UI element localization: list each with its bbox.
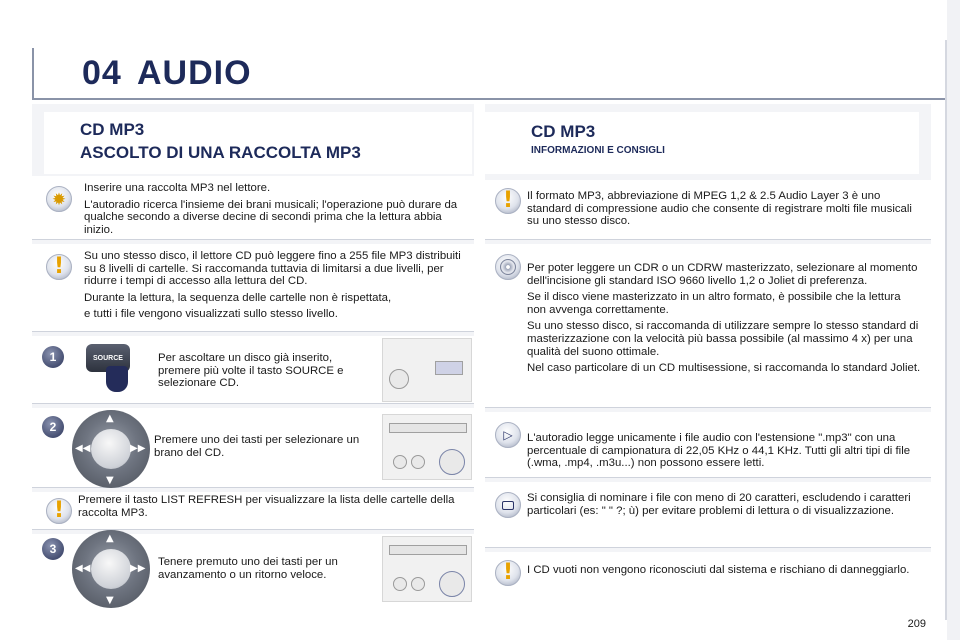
chapter-number: 04 — [82, 54, 122, 92]
left-panel-limits — [32, 244, 474, 332]
left-panel-step2 — [32, 408, 474, 488]
radio-knob — [389, 369, 409, 389]
direction-pad-icon: ▲ ▼ ◀◀ ▶▶ — [72, 410, 150, 488]
warning-icon: ! — [46, 498, 72, 524]
right-section-title: CD MP3 — [531, 122, 596, 141]
right-panel-blank-cd — [485, 552, 931, 608]
pointer-hand-icon — [106, 366, 128, 392]
radio-illustration — [382, 414, 472, 480]
left-section-title: CD MP3 — [80, 120, 145, 139]
sequence-text: Durante la lettura, la sequenza delle cartelle non è rispettata, — [84, 291, 392, 304]
step-number-1: 1 — [42, 346, 64, 368]
page-edge-strip — [947, 0, 960, 640]
chapter-title: AUDIO — [137, 54, 252, 92]
radio-button-row — [389, 423, 467, 433]
cd-disc-icon — [495, 254, 521, 280]
insert-text: Inserire una raccolta MP3 nel lettore. — [84, 182, 271, 194]
blank-cd-text: I CD vuoti non vengono riconosciuti dal sistema e rischiano di danneggiarlo. — [527, 564, 910, 576]
direction-pad-icon: ▲ ▼ ◀◀ ▶▶ — [72, 530, 150, 608]
right-section-subtitle: INFORMAZIONI E CONSIGLI — [531, 145, 665, 156]
play-icon: ▷ — [495, 422, 521, 448]
left-panel-note — [32, 492, 474, 530]
right-panel-format — [485, 180, 931, 240]
warning-icon: ! — [495, 560, 521, 586]
step1-text: Per ascoltare un disco già inserito, premere più volte il tasto SOURCE e selezionare CD. — [158, 352, 344, 390]
right-panel-naming — [485, 482, 931, 548]
naming-text: Si consiglia di nominare i file con meno di 20 caratteri, escludendo i caratteri particolari (es: " " ?; ù) per evitare problemi di lettura o di visualizzazione. — [527, 492, 911, 517]
sun-icon: ✹ — [46, 186, 72, 212]
radio-pad — [439, 571, 465, 597]
extension-text: L'autoradio legge unicamente i file audio con l'estensione ".mp3" con una percentuale di campionatura di 22,05 KHz o 44,1 KHz. Tutti gli altri tipi di file (.wma, .mp4, .m3u...) non possono essere letti. — [527, 432, 911, 470]
list-refresh-text: Premere il tasto LIST REFRESH per visualizzare la lista delle cartelle della raccolta MP3. — [78, 494, 455, 519]
header-border-left — [32, 48, 34, 100]
right-column — [485, 104, 931, 608]
same-level-text: e tutti i file vengono visualizzati sullo stesso livello. — [84, 308, 338, 321]
left-panel-step3 — [32, 534, 474, 608]
search-text: L'autoradio ricerca l'insieme dei brani musicali; l'operazione può durare da qualche secondo a diverse decine di secondi prima che la lettura abbia inizio. — [84, 198, 458, 236]
left-column — [32, 104, 474, 608]
radio-illustration — [382, 338, 472, 402]
header-border-bottom — [32, 98, 945, 100]
left-section-subtitle: ASCOLTO DI UNA RACCOLTA MP3 — [80, 143, 361, 162]
warning-icon: ! — [46, 254, 72, 280]
left-panel-insert — [32, 176, 474, 240]
step-number-3: 3 — [42, 538, 64, 560]
warning-icon: ! — [495, 188, 521, 214]
page-number: 209 — [907, 618, 926, 630]
standard-text: Su uno stesso disco, si raccomanda di utilizzare sempre lo stesso standard di masterizzazione con la velocità più bassa possibile (al massimo 4 x) per una qualità del suono ottimale. — [527, 320, 919, 358]
step-number-2: 2 — [42, 416, 64, 438]
left-panel-step1 — [32, 336, 474, 404]
radio-pad — [439, 449, 465, 475]
cdr-text: Per poter leggere un CDR o un CDRW masterizzato, selezionare al momento dell'incisione gli standard ISO 9660 livello 1,2 o Joliet di preferenza. — [527, 262, 918, 287]
source-button: SOURCE — [86, 344, 130, 372]
multisession-text: Nel caso particolare di un CD multisessione, si raccomanda lo standard Joliet. — [527, 362, 921, 375]
right-panel-burning — [485, 244, 931, 408]
mp3-format-text: Il formato MP3, abbreviazione di MPEG 1,2 & 2.5 Audio Layer 3 è uno standard di compressione audio che consente di registrare molti file musicali su uno stesso disco. — [527, 190, 912, 228]
other-format-text: Se il disco viene masterizzato in un altro formato, è possibile che la lettura non avvenga correttamente. — [527, 291, 901, 316]
radio-source-key — [435, 361, 463, 375]
step2-text: Premere uno dei tasti per selezionare un brano del CD. — [154, 434, 360, 459]
stop-icon — [495, 492, 521, 518]
limits-text: Su uno stesso disco, il lettore CD può leggere fino a 255 file MP3 distribuiti su 8 livelli di cartelle. Si raccomanda tuttavia di limitarsi a due livelli, per ridurre i tempi di accesso alla lettura del CD. — [84, 250, 461, 288]
radio-illustration — [382, 536, 472, 602]
right-panel-extension — [485, 412, 931, 478]
step3-text: Tenere premuto uno dei tasti per un avanzamento o un ritorno veloce. — [158, 556, 338, 581]
